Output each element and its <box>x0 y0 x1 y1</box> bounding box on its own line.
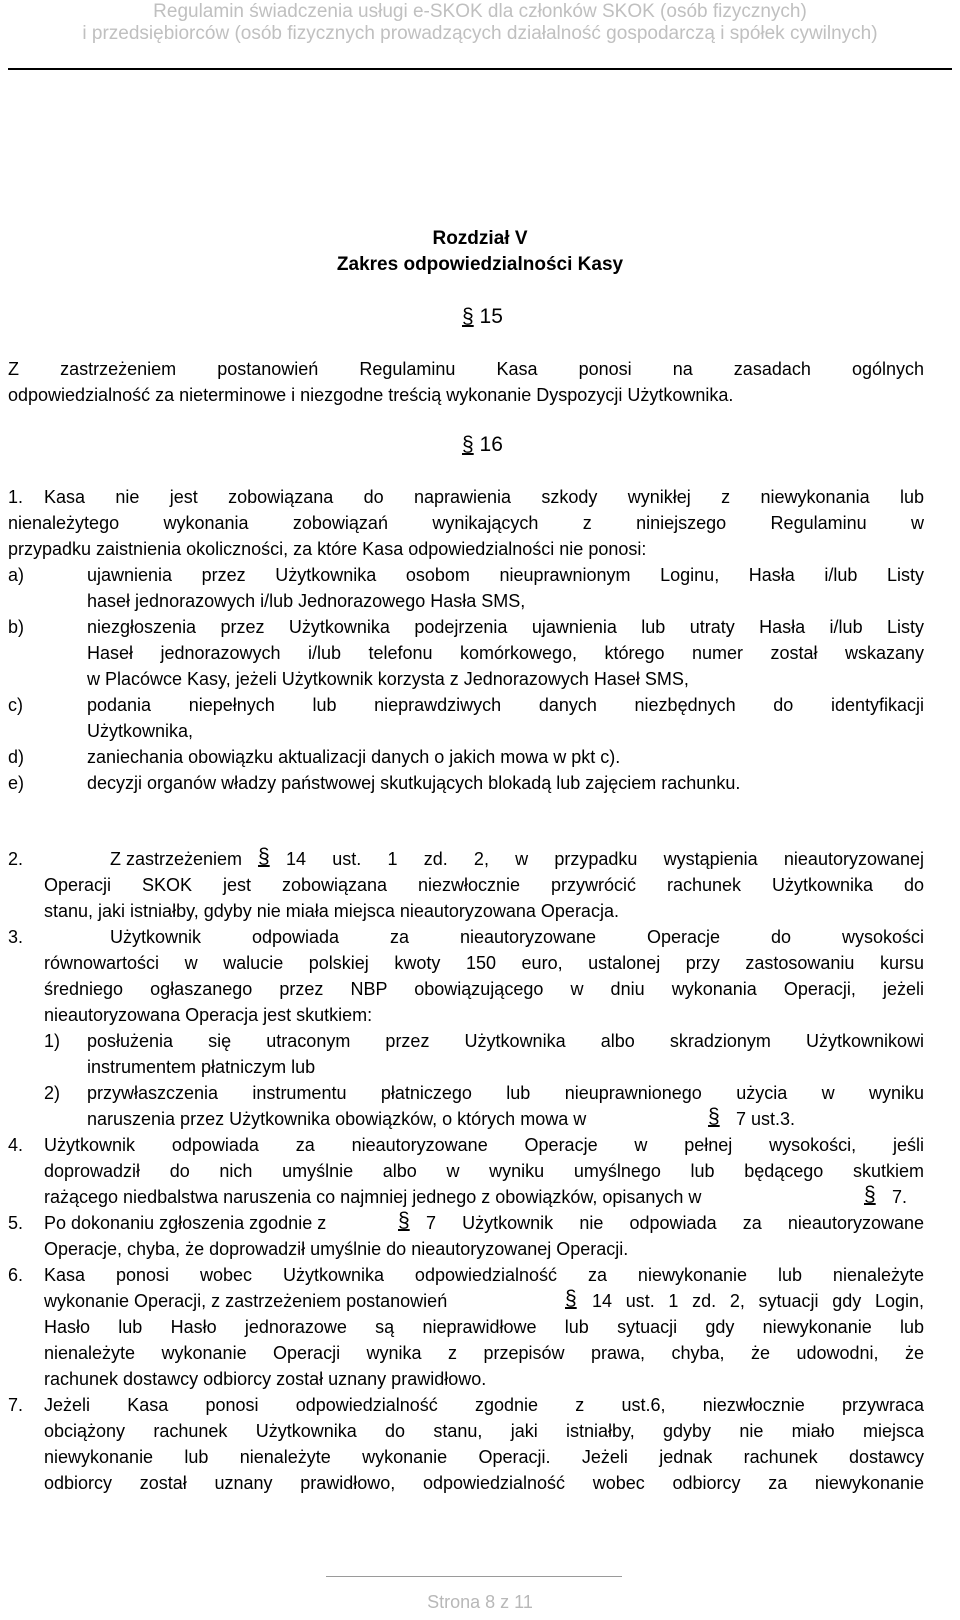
paragraph-line: doprowadził do nich umyślnie albo w wyniku umyślnego lub będącego skutkiem <box>44 1161 924 1181</box>
section-mark: § <box>258 845 270 868</box>
footer-rule <box>326 1576 622 1577</box>
chapter-number: Rozdział V <box>432 228 528 249</box>
paragraph-line: 7 ust.3. <box>736 1109 796 1129</box>
paragraph-line: posłużenia się utraconym przez Użytkownika albo skradzionym Użytkownikowi <box>87 1031 924 1051</box>
item-number-2: 2. <box>8 849 24 869</box>
paragraph-line: nieautoryzowana Operacja jest skutkiem: <box>44 1005 373 1025</box>
paragraph-line: Kasa nie jest zobowiązana do naprawienia szkody wynikłej z niewykonania lub <box>44 487 924 507</box>
page-number: Strona 8 z 11 <box>427 1592 533 1612</box>
paragraph-line: Użytkownika, <box>87 721 194 741</box>
section-ref <box>565 1286 577 1312</box>
section-mark: § <box>864 1183 876 1206</box>
section-mark: § <box>708 1105 720 1128</box>
paragraph-line: niezgłoszenia przez Użytkownika podejrzenia ujawnienia lub utraty Hasła i/lub Listy <box>87 617 924 637</box>
chapter-title: Zakres odpowiedzialności Kasy <box>336 254 624 275</box>
item-paren-1: 1) <box>44 1031 61 1051</box>
paragraph-line: decyzji organów władzy państwowej skutkujących blokadą lub zajęciem rachunku. <box>87 773 741 793</box>
paragraph-line: Z zastrzeżeniem postanowień Regulaminu Kasa ponosi na zasadach ogólnych <box>8 359 924 379</box>
section-number: 15 <box>479 305 503 328</box>
section-ref <box>398 1208 410 1234</box>
paragraph-line: przypadku zaistnienia okoliczności, za które Kasa odpowiedzialności nie ponosi: <box>8 539 647 559</box>
paragraph-line: nienależytego wykonania zobowiązań wynikających z niniejszego Regulaminu w <box>8 513 924 533</box>
item-number-3: 3. <box>8 927 24 947</box>
section-ref <box>708 1104 720 1130</box>
section-heading-15 <box>462 304 503 330</box>
paragraph-line: rachunek dostawcy odbiorcy został uznany prawidłowo. <box>44 1369 487 1389</box>
paragraph-line: równowartości w walucie polskiej kwoty 150 euro, ustalonej przy zastosowaniu kursu <box>44 953 924 973</box>
header-rule <box>8 68 952 70</box>
item-letter-a: a) <box>8 565 25 585</box>
paragraph-line: Hasło lub Hasło jednorazowe są nieprawidłowe lub sytuacji gdy niewykonanie lub <box>44 1317 924 1337</box>
paragraph-line: Haseł jednorazowych i/lub telefonu komórkowego, którego numer został wskazany <box>87 643 924 663</box>
item-letter-e: e) <box>8 773 25 793</box>
paragraph-line: niewykonanie lub nienależyte wykonanie Operacji. Jeżeli jednak rachunek dostawcy <box>44 1447 924 1467</box>
item-letter-b: b) <box>8 617 25 637</box>
paragraph-line: stanu, jaki istniałby, gdyby nie miała miejsca nieautoryzowana Operacja. <box>44 901 619 921</box>
paragraph-line: 7 Użytkownik nie odpowiada za nieautoryzowane <box>426 1213 924 1233</box>
paragraph-line: ujawnienia przez Użytkownika osobom nieuprawnionym Loginu, Hasła i/lub Listy <box>87 565 924 585</box>
header-line-1: Regulamin świadczenia usługi e-SKOK dla członków SKOK (osób fizycznych) <box>153 1 807 22</box>
paragraph-line: 14 ust. 1 zd. 2, w przypadku wystąpienia nieautoryzowanej <box>286 849 924 869</box>
item-number-6: 6. <box>8 1265 24 1285</box>
item-number-4: 4. <box>8 1135 24 1155</box>
paragraph-line: naruszenia przez Użytkownika obowiązków, o których mowa w <box>87 1109 587 1129</box>
paragraph-line: w Placówce Kasy, jeżeli Użytkownik korzysta z Jednorazowych Haseł SMS, <box>87 669 689 689</box>
item-letter-d: d) <box>8 747 25 767</box>
paragraph-line: haseł jednorazowych i/lub Jednorazowego Hasła SMS, <box>87 591 526 611</box>
section-mark: § <box>398 1209 410 1232</box>
paragraph-line: przywłaszczenia instrumentu płatniczego lub nieuprawnionego użycia w wyniku <box>87 1083 924 1103</box>
paragraph-line: podania niepełnych lub nieprawdziwych danych niezbędnych do identyfikacji <box>87 695 924 715</box>
running-header <box>0 0 960 70</box>
paragraph-line: zaniechania obowiązku aktualizacji danych o jakich mowa w pkt c). <box>87 747 621 767</box>
paragraph-line: nienależyte wykonanie Operacji wynika z przepisów prawa, chyba, że udowodni, że <box>44 1343 924 1363</box>
paragraph-line: Kasa ponosi wobec Użytkownika odpowiedzialność za niewykonanie lub nienależyte <box>44 1265 924 1285</box>
section-ref <box>864 1182 876 1208</box>
header-line-2: i przedsiębiorców (osób fizycznych prowadzących działalność gospodarczą i spółek cywilnych) <box>82 23 878 44</box>
section-mark: § <box>462 305 474 328</box>
paragraph-line: Użytkownik odpowiada za nieautoryzowane Operacje w pełnej wysokości, jeśli <box>44 1135 924 1155</box>
paragraph-line: odpowiedzialność za nieterminowe i niezgodne treścią wykonanie Dyspozycji Użytkownika. <box>8 385 734 405</box>
paragraph-line: odbiorcy został uznany prawidłowo, odpowiedzialność wobec odbiorcy za niewykonanie <box>44 1473 924 1493</box>
paragraph-line: obciążony rachunek Użytkownika do stanu, jaki istniałby, gdyby nie miało miejsca <box>44 1421 924 1441</box>
item-number-1: 1. <box>8 487 24 507</box>
section-ref <box>258 844 270 870</box>
paragraph-line: Jeżeli Kasa ponosi odpowiedzialność zgodnie z ust.6, niezwłocznie przywraca <box>44 1395 924 1415</box>
paragraph-line: Po dokonaniu zgłoszenia zgodnie z <box>44 1213 327 1233</box>
paragraph-line: 7. <box>892 1187 908 1207</box>
paragraph-line: 14 ust. 1 zd. 2, sytuacji gdy Login, <box>592 1291 924 1311</box>
paragraph-line: rażącego niedbalstwa naruszenia co najmniej jednego z obowiązków, opisanych w <box>44 1187 702 1207</box>
item-number-5: 5. <box>8 1213 24 1233</box>
paragraph-line: Operacje, chyba, że doprowadził umyślnie do nieautoryzowanej Operacji. <box>44 1239 629 1259</box>
item-number-7: 7. <box>8 1395 24 1415</box>
item-paren-2: 2) <box>44 1083 61 1103</box>
section-number: 16 <box>479 433 503 456</box>
paragraph-line: Operacji SKOK jest zobowiązana niezwłocznie przywrócić rachunek Użytkownika do <box>44 875 924 895</box>
paragraph-line: Użytkownik odpowiada za nieautoryzowane Operacje do wysokości <box>110 927 924 947</box>
section-heading-16 <box>462 432 503 458</box>
section-mark: § <box>565 1287 577 1310</box>
paragraph-line: średniego ogłaszanego przez NBP obowiązującego w dniu wykonania Operacji, jeżeli <box>44 979 924 999</box>
paragraph-line: instrumentem płatniczym lub <box>87 1057 316 1077</box>
section-mark: § <box>462 433 474 456</box>
item-letter-c: c) <box>8 695 23 715</box>
paragraph-line: wykonanie Operacji, z zastrzeżeniem postanowień <box>44 1291 448 1311</box>
paragraph-line: Z zastrzeżeniem <box>110 849 243 869</box>
